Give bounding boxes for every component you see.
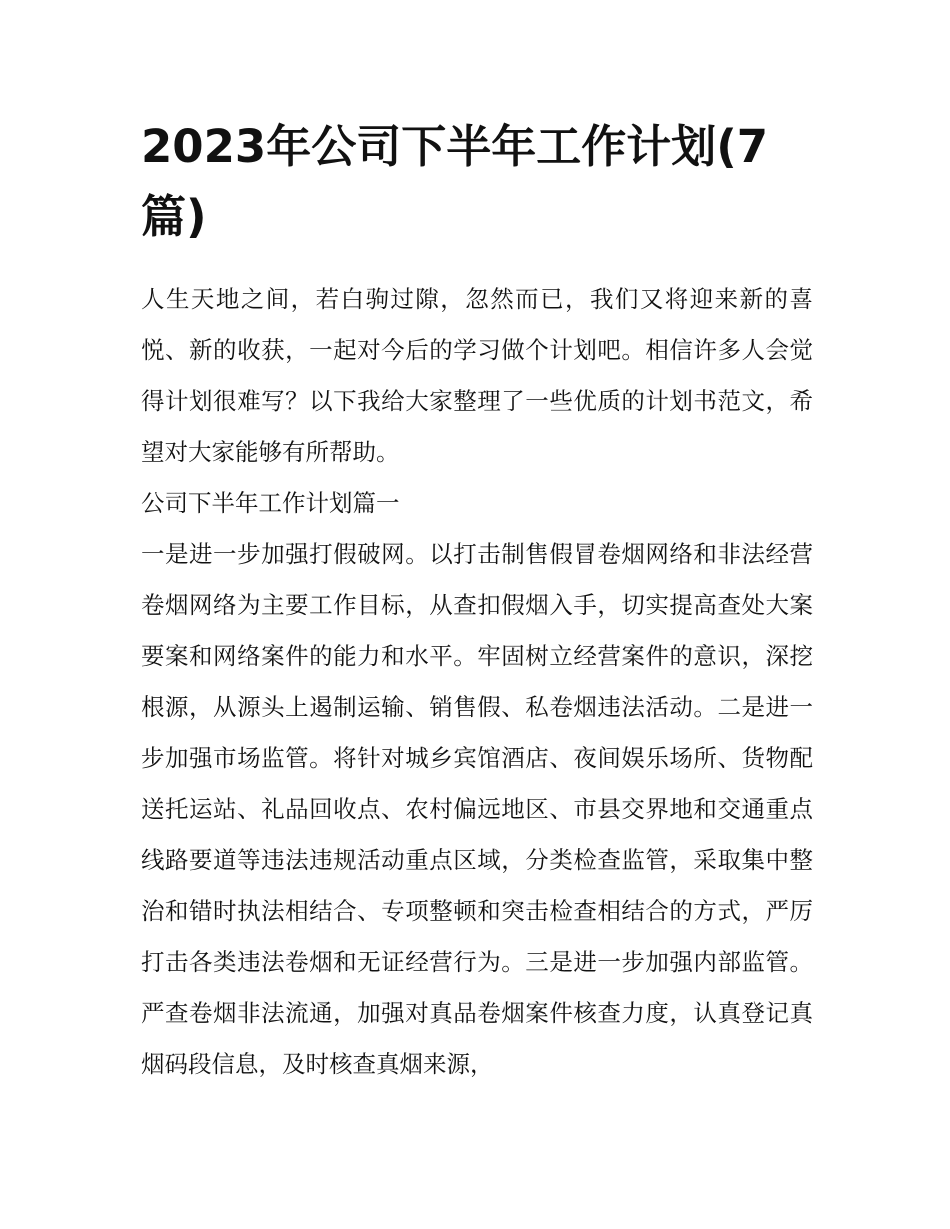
section-heading: 公司下半年工作计划篇一 xyxy=(141,489,400,517)
document-body xyxy=(141,274,813,1090)
document-title: 2023年公司下半年工作计划(7篇) xyxy=(141,120,769,243)
section-paragraph: 一是进一步加强打假破网。以打击制售假冒卷烟网络和非法经营卷烟网络为主要工作目标，从查扣假烟入手，切实提高查处大案要案和网络案件的能力和水平。牢固树立经营案件的意识，深挖根源，从源头上遏制运输、销售假、私卷烟违法活动。二是进一步加强市场监管。将针对城乡宾馆酒店、夜间娱乐场所、货物配送托运站、礼品回收点、农村偏远地区、市县交界地和交通重点线路要道等违法违规活动重点区域，分类检查监管，采取集中整治和错时执法相结合、专项整顿和突击检查相结合的方式，严厉打击各类违法卷烟和无证经营行为。三是进一步加强内部监管。严查卷烟非法流通，加强对真品卷烟案件核查力度，认真登记真烟码段信息，及时核查真烟来源， xyxy=(141,540,813,1078)
document-content xyxy=(141,112,813,1090)
intro-paragraph: 人生天地之间，若白驹过隙，忽然而已，我们又将迎来新的喜悦、新的收获，一起对今后的学习做个计划吧。相信许多人会觉得计划很难写？以下我给大家整理了一些优质的计划书范文，希望对大家能够有所帮助。 xyxy=(141,285,813,466)
